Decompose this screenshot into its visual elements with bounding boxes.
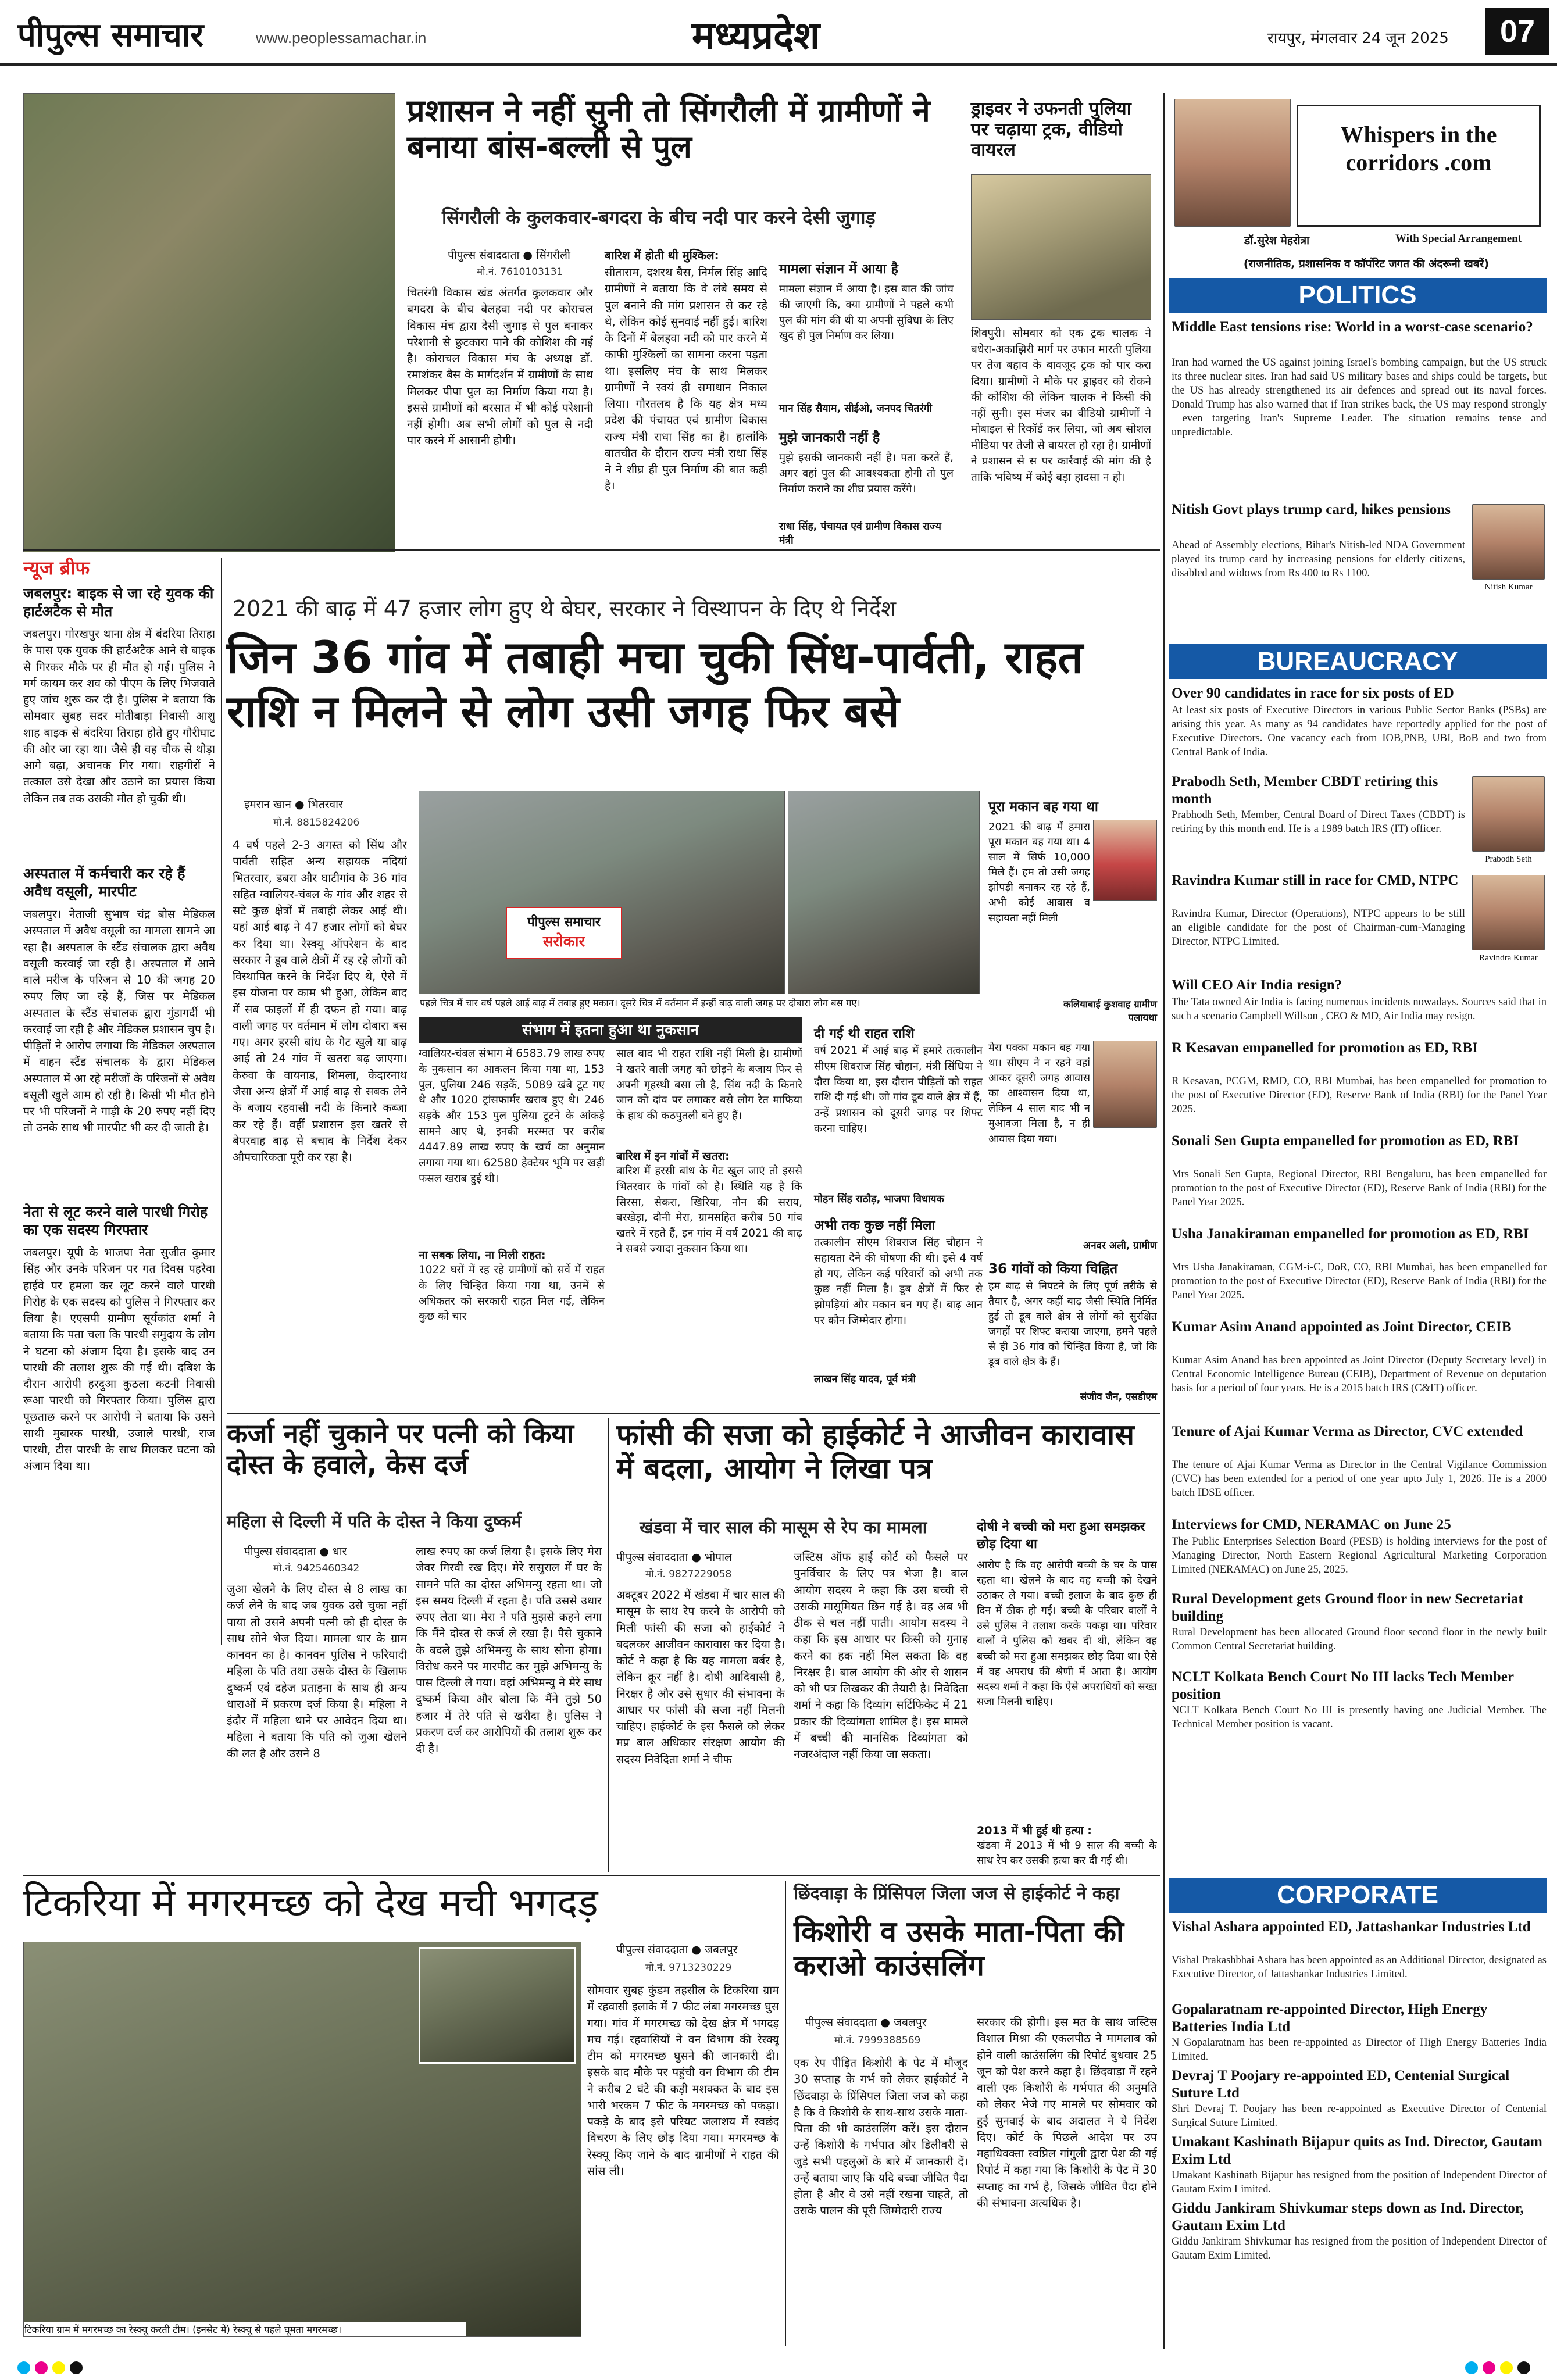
- flood-mobile: मो.नं. 8815824206: [273, 817, 360, 828]
- sarokar-logo: पीपुल्स समाचार: [527, 915, 601, 930]
- corporate-item-body: N Gopalaratnam has been re-appointed as Director of High Energy Batteries India Limited.: [1172, 2037, 1547, 2063]
- right-panel-divider: [1163, 93, 1165, 2349]
- newsbrief-item-body: जबलपुर। यूपी के भाजपा नेता सुजीत कुमार सिंह और उनके परिजन पर गत दिवस पहरेवा हाईवे पर हमला कर लूट करने वाले पारधी गिरोह के एक सदस्य को पुलिस ने गिरफ्तार कर लिया है। एएसपी ग्रामीण सूर्यकांत शर्मा ने बताया कि पता चला कि पारधी समुदाय के लोग ने घटना को अंजाम दिया है। इसके बाद उन पारधी की तलाश शुरू की गई थी। दबिश के दौरान आरोपी हरदुआ कुठला कटनी निवासी रूआ पारधी को गिरफ्तार किया। पुलिस द्वारा पूछताछ करने पर आरोपी ने बताया कि उसने साथी मुबारक पारधी, उजाले पारधी, राज पारधी, टीस पारधी के साथ मिलकर घटना को अंजाम दिया था।: [23, 1246, 215, 1473]
- flood-q2: मेरा पक्का मकान बह गया था। सीएम ने न रहने वहां आकर दूसरी जगह आवास का आश्वासन दिया था, लेकिन 4 साल बाद भी न मुआवजा मिला है, न ही आवास दिया गया।: [988, 1042, 1090, 1145]
- court-headline: फांसी की सजा को हाईकोर्ट ने आजीवन कारावास में बदला, आयोग ने लिखा पत्र: [616, 1418, 1134, 1485]
- flood-col3: वर्ष 2021 में आई बाढ़ में हमारे तत्कालीन सीएम शिवराज सिंह चौहान, मंत्री सिंधिया ने दौरा किया था, इस दौरान पीड़ितों को राहत राशि दी गई थी। जो गांव डूब वाले क्षेत्र में हैं, उन्हें प्रशासन को दूसरी जगह पर शिफ्ट करना चाहिए।: [814, 1045, 983, 1135]
- flood-box-col1: ग्वालियर-चंबल संभाग में 6583.79 लाख रुपए के नुकसान का आकलन किया गया था, 153 पुल, पुलिया 246 सड़कें, 5089 खंबे टूट गए थे और 1020 ट्रांसफार्मर खराब हुए थे। 246 सड़कें और 153 पुल पुलिया टूटने के आंकड़े सामने आए थे, इनकी मरम्मत पर करीब 4447.89 लाख रुपए के खर्च का अनुमान लगाया गया था। 62580 हेक्टेयर भूमि पर खड़ी फसल खराब हुई थी।: [419, 1048, 605, 1185]
- corporate-item-body: Giddu Jankiram Shivkumar has resigned from the position of Independent Director of Gautam Exim Limited.: [1172, 2236, 1547, 2262]
- politics-item-head: Middle East tensions rise: World in a worst-case scenario?: [1172, 319, 1533, 335]
- flood-q2-attr: अनवर अली, ग्रामीण: [1083, 1240, 1157, 1252]
- dowry-col1: जुआ खेलने के लिए दोस्त से 8 लाख का कर्ज लेने के बाद जब युवक उसे चुका नहीं पाया तो उसने अपनी पत्नी को ही दोस्त के साथ सोने भेज दिया। मामला धार के ग्राम कानवन का है। कानवन पुलिस ने फरियादी महिला के पति तथा उसके दोस्त के खिलाफ दुष्कर्म एवं दहेज प्रताड़ना के साथ ही अन्य धाराओं में प्रकरण दर्ज किया है। महिला ने इंदौर में महिला थाने पर आवेदन दिया था। महिला ने बताया कि पति को जुआ खेलने की लत है और उसने 8: [227, 1582, 407, 1760]
- court-q2: खंडवा में 2013 में भी 9 साल की बच्ची के साथ रेप कर उसकी हत्या कर दी गई थी।: [977, 1839, 1157, 1867]
- flood-q3-head: 36 गांवों को किया चिह्नित: [988, 1262, 1118, 1277]
- dowry-byline: पीपुल्स संवाददाता ● धार: [244, 1545, 347, 1558]
- flood-col3-head: दी गई थी राहत राशि: [814, 1026, 915, 1041]
- corporate-item-head: Vishal Ashara appointed ED, Jattashankar Industries Ltd: [1172, 1919, 1531, 1935]
- newsbrief-item-head: जबलपुर: बाइक से जा रहे युवक की हार्टअटैक से मौत: [23, 585, 214, 620]
- dowry-divider: [608, 1418, 609, 1872]
- flood-box-title: संभाग में इतना हुआ था नुकसान: [419, 1017, 802, 1043]
- flood-kicker: 2021 की बाढ़ में 47 हजार लोग हुए थे बेघर, सरकार ने विस्थापन के दिए थे निर्देश: [233, 596, 897, 621]
- truck-headline: ड्राइवर ने उफनती पुलिया पर चढ़ाया ट्रक, वीडियो वायरल: [971, 98, 1131, 161]
- flood-q1: 2021 की बाढ़ में हमारा पूरा मकान बह गया था। 4 साल में सिर्फ 10,000 मिले हैं। हम तो उसी जगह झोपड़ी बनाकर रह रहे हैं, अभी कोई आवास व सहायता नहीं मिली: [988, 821, 1090, 924]
- dowry-col2: लाख रुपए का कर्ज लिया है। इसके लिए मेरा जेवर गिरवी रख दिए। मेरे ससुराल में घर के सामने पति का दोस्त अभिमन्यु रहता था। जो इस समय दिल्ली में रहता है। पति उससे उधार रुपए लेता था। मेरा ने पति मुझसे कहने लगा कि मैंने दोस्त से कर्ज ले रखा है। पैसे चुकाने के बदले तुझे अभिमन्यु के साथ सोना होगा। विरोध करने पर मारपीट कर मुझे अभिमन्यु के पास दिल्ली ले गया। वहां अभिमन्यु ने मेरे साथ दुष्कर्म किया और बोला कि मैंने तुझे 50 हजार में तेरे पति से खरीदा है। पुलिस ने प्रकरण दर्ज कर आरोपियों की तलाश शुरू कर दी है।: [416, 1545, 602, 1756]
- anwar-photo: [1093, 1041, 1157, 1128]
- flood-q1-head: पूरा मकान बह गया था: [988, 799, 1098, 814]
- bureaucracy-item-body: Kumar Asim Anand has been appointed as Joint Director (Deputy Secretary level) in Central Economic Intelligence Bureau (CEIB), Department of Revenue on deputation basis for a period of four years. He is a 2015 batch IRS (C&IT) officer.: [1172, 1355, 1547, 1395]
- counsel-col2: सरकार की होगी। इस मत के साथ जस्टिस विशाल मिश्रा की एकलपीठ ने मामलाब को होने वाली काउंसलिंग की रिपोर्ट बुधवार 25 जून को पेश करने कहा है। छिंदवाड़ा में रहने वाली एक किशोरी के गर्भपात की अनुमति को लेकर भेजे गए मामले पर सोमवार को हुई सुनवाई के बाद अदालत ने ये निर्देश दिए। कोर्ट के पिछले आदेश पर उप महाधिवक्ता स्वप्निल गांगुली द्वारा पेश की गई रिपोर्ट में कहा गया कि किशोरी के पेट में 30 सप्ताह का गर्भ है, जिसके जीवित पैदा होने की संभावना अत्यधिक है।: [977, 2016, 1157, 2210]
- politics-item-body: Iran had warned the US against joining Israel's bombing campaign, but the US struck its three nuclear sites. Iran had said US military bases and ships could be targets, but the US has already strengthened its air defences and spread out its naval forces. Donald Trump has also warned that if Iran strikes back, the US may respond strongly—even targeting Iran's Supreme Leader. The situation remains tense and unpredictable.: [1172, 357, 1547, 439]
- politics-bar: POLITICS: [1169, 278, 1547, 313]
- story1-mobile: मो.नं. 7610103131: [477, 266, 563, 278]
- newsbrief-item-body: जबलपुर। नेताजी सुभाष चंद्र बोस मेडिकल अस्पताल में अवैध वसूली का मामला सामने आ रहा है। अस्पताल के स्टैंड संचालक द्वारा अवैध वसूली करवाई जा रही है। अस्पताल में आने वाले मरीज के परिजन से 10 की जगह 20 रुपए लिए जा रहे हैं, जिस पर मेडिकल अस्पताल के स्टैंड संचालक द्वारा गुंडागर्दी भी करवाई जा रही है और मेडिकल प्रशासन चुप है। पीड़ितों ने आरोप लगाया कि मेडिकल अस्पताल में वाहन स्टैंड संचालक के द्वारा मेडिकल अस्पताल में आ रहे मरीजों के परिजनों से अवैध वसूली खुले आम हो रही है। किसी भी मौत होने पर भी परिजनों ने गाड़ी के 20 रुपए नहीं दिए तो उनके साथ भी मारपीट भी कर दी जाती है।: [23, 907, 215, 1135]
- politics-photo-caption: Nitish Kumar: [1472, 583, 1545, 592]
- whispers-banner: Whispers in the corridors .com: [1297, 105, 1541, 227]
- registration-magenta-dot: [35, 2361, 48, 2374]
- registration-cyan-dot: [1465, 2361, 1478, 2374]
- newsbrief-item-head: नेता से लूट करने वाले पारधी गिरोह का एक सदस्य गिरफ्तार: [23, 1203, 208, 1239]
- bureaucracy-item-body: Rural Development has been allocated Ground floor second floor in the newly built Common Central Secretariat building.: [1172, 1627, 1547, 1653]
- bureaucracy-photo-caption: Ravindra Kumar: [1472, 953, 1545, 963]
- registration-black-dot: [1517, 2361, 1530, 2374]
- newspaper-logo: पीपुल्स समाचार: [17, 16, 204, 54]
- court-q2-head: 2013 में भी हुई थी हत्या :: [977, 1824, 1092, 1837]
- bureaucracy-item-head: Usha Janakiraman empanelled for promotion as ED, RBI: [1172, 1226, 1529, 1242]
- flood-q3: हम बाढ़ से निपटने के लिए पूर्ण तरीके से तैयार है, अगर कहीं बाढ़ जैसी स्थिति निर्मित हुई तो डूब वाले क्षेत्र से लोगों को सुरक्षित जगहों पर शिफ्ट कराया जाएगा, हमने पहले से ही 36 गांव को चिन्हित किया है, जो कि डूब वाले क्षेत्र के हैं।: [988, 1280, 1157, 1368]
- bureaucracy-item-head: Over 90 candidates in race for six posts of ED: [1172, 685, 1454, 701]
- registration-magenta-dot: [1483, 2361, 1495, 2374]
- bureaucracy-item-body: The Public Enterprises Selection Board (PESB) is holding interviews for the post of Managing Director, North Eastern Regional Agricultural Marketing Corporation Limited (NERAMAC) on June 25, 2025.: [1172, 1536, 1547, 1576]
- corporate-item-body: Shri Devraj T. Poojary has been re-appointed as Executive Director of Centenial Surgical Suture Limited.: [1172, 2103, 1547, 2129]
- politics-item-body: Ahead of Assembly elections, Bihar's Nitish-led NDA Government played its trump card by increasing pensions for elderly citizens, disabled and widows from Rs 400 to Rs 1100.: [1172, 539, 1465, 580]
- bureaucracy-item-head: NCLT Kolkata Bench Court No III lacks Tech Member position: [1172, 1669, 1514, 1702]
- story1-headline: प्रशासन ने नहीं सुनी तो सिंगरौली में ग्रामीणों ने बनाया बांस-बल्ली से पुल: [407, 92, 930, 166]
- court-mobile: मो.नं. 9827229058: [645, 1568, 732, 1580]
- counsel-col1: एक रेप पीड़ित किशोरी के पेट में मौजूद 30 सप्ताह के गर्भ को लेकर हाईकोर्ट ने छिंदवाड़ा के प्रिंसिपल जिला जज को कहा है कि वे किशोरी के साथ-साथ उसके माता-पिता की भी काउंसलिंग करें। इस दौरान उन्हें किशोरी के गर्भपात और डिलीवरी से जुड़े सभी पहलुओं के बारे में जानकारी दें। उन्हें बताया जाए कि यदि बच्चा जीवित पैदा होता है और वे उसे नहीं रखना चाहते, तो उसके पालन की पूरी जिम्मेदारी राज्य: [794, 2056, 968, 2218]
- counsel-mobile: मो.नं. 7999388569: [834, 2035, 921, 2046]
- counsel-kicker: छिंदवाड़ा के प्रिंसिपल जिला जज से हाईकोर्ट ने कहा: [794, 1884, 1120, 1904]
- court-subhead: खंडवा में चार साल की मासूम से रेप का मामला: [640, 1517, 927, 1537]
- story1-q2-head: मुझे जानकारी नहीं है: [779, 430, 880, 445]
- registration-yellow-dot: [1500, 2361, 1513, 2374]
- dowry-headline: कर्जा नहीं चुकाने पर पत्नी को किया दोस्त के हवाले, केस दर्ज: [227, 1418, 574, 1480]
- bureaucracy-item-body: Ravindra Kumar, Director (Operations), NTPC appears to be still an eligible candidate for the post of Chairman-cum-Managing Director, NTPC Limited.: [1172, 908, 1465, 948]
- bureaucracy-item-head: Tenure of Ajai Kumar Verma as Director, CVC extended: [1172, 1424, 1523, 1439]
- corporate-item-head: Devraj T Poojary re-appointed ED, Centenial Surgical Suture Ltd: [1172, 2068, 1510, 2101]
- bureaucracy-item-body: Mrs Usha Janakiraman, CGM-i-C, DoR, CO, RBI Mumbai, has been empanelled for promotion to the post of Executive Director (ED), Reserve Bank of India (RBI) for the Panel Year 2025.: [1172, 1262, 1547, 1302]
- bureaucracy-item-body: R Kesavan, PCGM, RMD, CO, RBI Mumbai, has been empanelled for promotion to the post of Executive Director (ED), Reserve Bank of India (RBI) for the Panel Year 2025.: [1172, 1075, 1547, 1116]
- court-col2: जस्टिस ऑफ हाई कोर्ट को फैसले पर पुनर्विचार के लिए पत्र भेजा है। बाल आयोग सदस्य ने कहा कि उस बच्ची से उसकी मासूमियत छिन गई है। वह अब भी ठीक से चल नहीं पाती। आयोग सदस्य ने कहा कि इस आधार पर किसी को गुनाह करने का हक नहीं मिल सकता कि वह निरक्षर है। बाल आयोग की ओर से शासन को भी पत्र लिखकर की तैयारी है। निवेदिता शर्मा ने कहा कि दिव्यांग सर्टिफिकेट में 21 प्रकार की दिव्यांगता शामिल है। इस मामले में बच्ची की मानसिक दिव्यांगता को नजरअंदाज नहीं किया जा सकता।: [794, 1550, 968, 1761]
- flood-col1: 4 वर्ष पहले 2-3 अगस्त को सिंध और पार्वती सहित अन्य सहायक नदियां भितरवार, डबरा और घाटीगांव के 36 गांव सहित ग्वालियर-चंबल के गांव और शहर से सटे कुछ क्षेत्रों में तबाही लेकर आई थी। यहां आई बाढ़ ने 47 हजार लोगों को बेघर कर दिया था। रेस्क्यू ऑपरेशन के बाद सरकार ने डूब वाले क्षेत्रों में रह रहे लोगों को विस्थापित करने के निर्देश दिए थे, ऐसे में इस योजना पर काम भी हुआ, लेकिन बाद में सब फाइलों में ही दफन हो गया। बाढ़ वाली जगह पर वर्तमान में लोग दोबारा बस गए। अगर हरसी बांध के गेट खुले या बाढ़ आई तो 24 गांव में खतरा बढ़ जाएगा। केरुवा के वायनाड, शिमला, केदारनाथ जैसा अन्य क्षेत्रों में आई बाढ़ से सबक लेने के बजाय रहवासी नदी के किनारे कब्जा कर रहे हैं। वहीं प्रशासन इस खतरे से बेपरवाह बाढ़ से बचाव के निर्देश देकर औपचारिकता पूरी कर रहा है।: [233, 838, 407, 1164]
- flood-headline: जिन 36 गांव में तबाही मचा चुकी सिंध-पार्वती, राहत राशि न मिलने से लोग उसी जगह फिर बसे: [227, 631, 1083, 737]
- masthead-divider: [0, 63, 1557, 66]
- bureaucracy-item-body: The Tata owned Air India is facing numerous incidents nowadays. Sources said that in such a scenario Campbell Willson , CEO & MD, Air India may resign.: [1172, 996, 1547, 1023]
- story1-subhead: सिंगरौली के कुलकवार-बगदरा के बीच नदी पार करने देसी जुगाड़: [442, 206, 876, 228]
- bureaucracy-item-body: Prabhodh Seth, Member, Central Board of Direct Taxes (CBDT) is retiring by this month end. He is a 1989 batch IRS (IT) officer.: [1172, 809, 1465, 835]
- story1-byline: पीपुल्स संवाददाता ● सिंगरौली: [448, 249, 570, 262]
- flood-col3b-attr: लाखन सिंह यादव, पूर्व मंत्री: [814, 1374, 916, 1385]
- whispers-author: डॉ.सुरेश मेहरोत्रा: [1244, 234, 1310, 247]
- story1-q2: मुझे इसकी जानकारी नहीं है। पता करते हैं, अगर वहां पुल की आवश्यकता होगी तो पुल निर्माण कराने का शीघ्र प्रयास करेंगे।: [779, 452, 954, 495]
- story1-col2: सीताराम, दशरथ बैस, निर्मल सिंह आदि ग्रामीणों ने बताया कि वे लंबे समय से पुल बनाने की मांग प्रशासन से कर रहे थे, लेकिन कोई सुनवाई नहीं हुई। बारिश के दिनों में बेलहवा नदी को पार करने में काफी मुश्किलों का सामना करना पड़ता था। इसलिए मंच के साथ मिलकर ग्रामीणों ने स्वयं ही समाधान निकाल लिया। गौरतलब है कि यह क्षेत्र मध्य प्रदेश की पंचायत एवं ग्रामीण विकास राज्य मंत्री राधा सिंह का है। हालांकि बातचीत के दौरान राज्य मंत्री राधा सिंह ने ने शीघ्र ही पुल निर्माण की बात कही है।: [605, 266, 767, 493]
- flood-q1-attr: कलियाबाई कुशवाह ग्रामीण पलायथा: [1063, 999, 1157, 1023]
- corporate-bar: CORPORATE: [1169, 1878, 1547, 1913]
- dateline: रायपुर, मंगलवार 24 जून 2025: [1267, 30, 1449, 47]
- bureaucracy-item-head: Prabodh Seth, Member CBDT retiring this month: [1172, 774, 1438, 807]
- whispers-tagline: (राजनीतिक, प्रशासनिक व कॉर्पोरेट जगत की अंदरूनी खबरें): [1243, 258, 1490, 270]
- croc-col1: सोमवार सुबह कुंडम तहसील के टिकरिया ग्राम में रहवासी इलाके में 7 फीट लंबा मगरमच्छ घुस गया। गांव में मगरमच्छ को देख क्षेत्र में भगदड़ मच गई। रहवासियों ने वन विभाग की रेस्क्यू टीम को मगरमच्छ घुसने की जानकारी दी। इसके बाद मौके पर पहुंची वन विभाग की टीम ने करीब 2 घंटे की कड़ी मशक्कत के बाद इस भारी भरकम 7 फीट के मगरमच्छ को पकड़ा। पकड़े के बाद इसे परियट जलाशय में स्वछंद विचरण के लिए छोड़ दिया गया। मगरमच्छ के रेस्क्यू किए जाने के बाद ग्रामीणों ने राहत की सांस ली।: [587, 1984, 779, 2178]
- section-title: मध्यप्रदेश: [692, 13, 820, 58]
- story1-col1: चितरंगी विकास खंड अंतर्गत कुलकवार और बगदरा के बीच बेलहवा नदी पर कोराचल विकास मंच द्वारा देसी जुगाड़ से पुल बनाकर परेशानी से छुटकारा पाने की कोशिश की गई है। कोराचल विकास मंच के अध्यक्ष डॉ. रमाशंकर बैस के मार्गदर्शन में ग्रामीणों के साथ मिलकर पीपा पुल का निर्माण किया गया है। इससे ग्रामीणों को बरसात में भी कोई परेशानी नहीं होगी। अब सभी लोगों को पुल से नदी पार करने में आसानी होगी।: [407, 286, 593, 448]
- corporate-item-head: Gopalaratnam re-appointed Director, High Energy Batteries India Ltd: [1172, 2002, 1488, 2035]
- court-q: आरोप है कि वह आरोपी बच्ची के घर के पास रहता था। खेलने के बाद वह बच्ची को देखने उठाकर ले गया। बच्ची इलाज के बाद कुछ ही दिन में ठीक हो गई। बच्ची के परिवार वालों ने उसे पुलिस ने तलाश करके पकड़ा था। परिवार वालों ने पुलिस को खबर दी थी, लेकिन वह बच्ची को मरा हुआ समझकर छोड़ दिया था। ऐसे में वह अपराध की श्रेणी में आता है। आयोग सदस्य शर्मा ने कहा कि ऐसे अपराधियों को सख्त सजा मिलनी चाहिए।: [977, 1559, 1157, 1708]
- registration-yellow-dot: [52, 2361, 65, 2374]
- newsbrief-title: न्यूज ब्रीफ: [23, 557, 90, 579]
- website-url[interactable]: www.peoplessamachar.in: [256, 29, 427, 47]
- bureaucracy-person-photo: [1472, 776, 1545, 852]
- court-byline: पीपुल्स संवाददाता ● भोपाल: [616, 1551, 732, 1564]
- corporate-item-head: Umakant Kashinath Bijapur quits as Ind. Director, Gautam Exim Ltd: [1172, 2134, 1542, 2167]
- story1-q1-attr: मान सिंह सैयाम, सीईओ, जनपद चितरंगी: [779, 403, 933, 414]
- counsel-headline: किशोरी व उसके माता-पिता की कराओ काउंसलिंग: [794, 1915, 1124, 1982]
- croc-divider: [785, 1881, 786, 2346]
- bureaucracy-bar: BUREAUCRACY: [1169, 644, 1547, 679]
- story1-col2-head: बारिश में होती थी मुश्किल:: [605, 248, 719, 262]
- sarokar-label: सरोकार: [542, 933, 585, 950]
- dowry-mobile: मो.नं. 9425460342: [273, 1563, 360, 1574]
- flood-box-col2b: बारिश में हरसी बांध के गेट खुल जाएं तो इससे भितरवार के गांवों को है। स्थिति यह है कि सिरसा, सेकरा, खिरिया, नौन की सराय, बरखेड़ा, दौनी मेरा, ग्रामसहित करीब 50 गांव खतरे में रहते हैं, इन गांव में वर्ष 2021 की बाढ़ ने सबसे ज्यादा नुकसान किया था।: [616, 1165, 802, 1256]
- court-q-head: दोषी ने बच्ची को मरा हुआ समझकर छोड़ दिया था: [977, 1520, 1145, 1552]
- bureaucracy-item-body: At least six posts of Executive Directors in various Public Sector Banks (PSBs) are arising this year. As many as 94 candidates have reportedly applied for the post of Executive Directors. One vacancy each from IOB,PNB, UBI, BoB and two from Central Bank of India.: [1172, 705, 1547, 759]
- newsbrief-divider: [221, 558, 222, 1645]
- truck-photo: [971, 174, 1151, 320]
- bureaucracy-item-head: Sonali Sen Gupta empanelled for promotion as ED, RBI: [1172, 1133, 1519, 1149]
- flood-box-col1-head: ना सबक लिया, ना मिली राहत:: [419, 1249, 546, 1262]
- croc-headline: टिकरिया में मगरमच्छ को देख मची भगदड़: [23, 1880, 598, 1925]
- flood-byline: इमरान खान ● भितरवार: [244, 798, 343, 811]
- bureaucracy-item-head: Ravindra Kumar still in race for CMD, NTPC: [1172, 873, 1459, 888]
- bureaucracy-person-photo: [1472, 875, 1545, 950]
- author-photo: [1174, 99, 1291, 227]
- flood-col3b: तत्कालीन सीएम शिवराज सिंह चौहान ने सहायता देने की घोषणा की थी। इसे 4 वर्ष हो गए, लेकिन कई परिवारों को अभी तक कुछ नहीं मिला है। डूब क्षेत्रों में फिर से झोपड़ियां और मकान बन गए हैं। बाढ़ आन पर कौन जिम्मेदार होगा।: [814, 1237, 983, 1327]
- flood-photo-caption: पहले चित्र में चार वर्ष पहले आई बाढ़ में तबाह हुए मकान। दूसरे चित्र में वर्तमान में इन्हीं बाढ़ वाली जगह पर दोबारा लोग बस गए।: [420, 996, 978, 1009]
- story1-q2-attr: राधा सिंह, पंचायत एवं ग्रामीण विकास राज्य मंत्री: [779, 521, 941, 546]
- flood-box-col1b: 1022 घरों में रह रहे ग्रामीणों को सर्वे में राहत के लिए चिन्हित किया गया था, उनमें से अधिकतर को सरकारी राहत मिल गई, लेकिन कुछ को चार: [419, 1264, 605, 1323]
- bridge-photo: [23, 93, 395, 552]
- flood-col3-head2: अभी तक कुछ नहीं मिला: [814, 1218, 935, 1233]
- bureaucracy-item-body: NCLT Kolkata Bench Court No III is presently having one Judicial Member. The Technical Member position is vacant.: [1172, 1704, 1547, 1731]
- corporate-item-head: Giddu Jankiram Shivkumar steps down as Ind. Director, Gautam Exim Ltd: [1172, 2200, 1524, 2234]
- flood-photo-after: [788, 791, 980, 994]
- bureaucracy-item-head: Rural Development gets Ground floor in new Secretariat building: [1172, 1591, 1523, 1624]
- flood-col3-attr: मोहन सिंह राठौड़, भाजपा विधायक: [814, 1193, 944, 1205]
- page-number: 07: [1485, 8, 1549, 55]
- registration-cyan-dot: [17, 2361, 30, 2374]
- story1-q1: मामला संज्ञान में आया है। इस बात की जांच की जाएगी कि, क्या ग्रामीणों ने पहले कभी पुल की मांग की थी या अपनी सुविधा के लिए खुद ही पुल निर्माण कर लिया।: [779, 283, 954, 342]
- bureaucracy-item-head: R Kesavan empanelled for promotion as ED, RBI: [1172, 1040, 1478, 1056]
- whispers-arrangement: With Special Arrangement: [1395, 233, 1522, 245]
- counsel-byline: पीपुल्स संवाददाता ● जबलपुर: [805, 2016, 927, 2029]
- politics-person-photo: [1472, 504, 1545, 580]
- croc-byline: पीपुल्स संवाददाता ● जबलपुर: [616, 1943, 738, 1956]
- bureaucracy-photo-caption: Prabodh Seth: [1472, 855, 1545, 864]
- flood-box-col2: साल बाद भी राहत राशि नहीं मिली है। ग्रामीणों ने खतरे वाली जगह को छोड़ने के बजाय फिर से अपनी गृहस्थी बसा ली है, सिंध नदी के किनारे जान को दांव पर लगाकर बसे लोग रेत माफिया के हाथ की कठपुतली बने हुए हैं।: [616, 1048, 802, 1123]
- bureaucracy-item-body: The tenure of Ajai Kumar Verma as Director in the Central Vigilance Commission (CVC) has been extended for a period of one year upto July 1, 2026. He is a 2000 batch IDSE officer.: [1172, 1459, 1547, 1499]
- row-divider: [23, 549, 1160, 551]
- bureaucracy-item-head: Interviews for CMD, NERAMAC on June 25: [1172, 1517, 1451, 1532]
- truck-body: शिवपुरी। सोमवार को एक ट्रक चालक ने बधेरा-अकाझिरी मार्ग पर उफान मारती पुलिया पर तेज बहाव के बावजूद ट्रक को पार करा दिया। ग्रामीणों ने मौके पर ड्राइवर को रोकने की कोशिश की लेकिन चालक ने किसी की नहीं सुनी। इस मंजर का वीडियो ग्रामीणों ने मोबाइल से रिकॉर्ड कर लिया, जो अब सोशल मीडिया पर तेजी से वायरल हो रहा है। ग्रामीणों ने प्रशासन से स पर कार्रवाई की मांग की है ताकि भविष्य में कोई बड़ा हादसा न हो।: [971, 327, 1151, 484]
- row-divider-3: [23, 1875, 1160, 1876]
- newsbrief-item-head: अस्पताल में कर्मचारी कर रहे हैं अवैध वसूली, मारपीट: [23, 865, 185, 900]
- flood-box-col2-head: बारिश में इन गांवों में खतरा:: [616, 1150, 730, 1163]
- bureaucracy-item-head: Kumar Asim Anand appointed as Joint Director, CEIB: [1172, 1319, 1512, 1335]
- bureaucracy-item-head: Will CEO Air India resign?: [1172, 977, 1342, 993]
- newsbrief-item-body: जबलपुर। गोरखपुर थाना क्षेत्र में बंदरिया तिराहा के पास एक युवक की हार्टअटैक आने से बाइक से गिरकर मौके पर ही मौत हो गई। पुलिस ने मर्ग कायम कर शव को पीएम के लिए भिजवाते हुए जांच शुरू कर दी है। पुलिस ने बताया कि सोमवार सुबह सदर मोतीबाड़ा निवासी आशु शाह बाइक से बंदरिया तिराहा होते हुए गौरीघाट की ओर जा रहा था। जैसे ही वह चौक से थोड़ा आगे बढ़ा, अचानक गिर गया। राहगीरों ने तत्काल उसे देखा और उठाने का प्रयास किया लेकिन तब तक उसकी मौत हो चुकी थी।: [23, 627, 215, 805]
- croc-inset-photo: [419, 1947, 576, 2064]
- flood-photo-before: [419, 791, 785, 994]
- flood-q3-attr: संजीव जैन, एसडीएम: [1080, 1391, 1157, 1403]
- registration-black-dot: [70, 2361, 83, 2374]
- corporate-item-body: Vishal Prakashbhai Ashara has been appointed as an Additional Director, designated as Executive Director, of Jattashankar Industries Limited.: [1172, 1954, 1547, 1981]
- kaliyabai-photo: [1093, 820, 1157, 901]
- corporate-item-body: Umakant Kashinath Bijapur has resigned from the position of Independent Director of Gautam Exim Limited.: [1172, 2170, 1547, 2196]
- sarokar-badge: [506, 907, 622, 959]
- row-divider-2: [227, 1413, 1160, 1414]
- croc-mobile: मो.नं. 9713230229: [645, 1962, 732, 1974]
- dowry-subhead: महिला से दिल्ली में पति के दोस्त ने किया दुष्कर्म: [227, 1511, 522, 1531]
- court-col1: अक्टूबर 2022 में खंडवा में चार साल की मासूम के साथ रेप करने के आरोपी को मिली फांसी की सजा को हाईकोर्ट ने बदलकर आजीवन कारावास कर दिया है। कोर्ट ने कहा है कि यह मामला बर्बर है, लेकिन क्रूर नहीं है। दोषी आदिवासी है, निरक्षर है और उसे सुधार की संभावना के आधार पर फांसी की सजा नहीं मिलनी चाहिए। हाईकोर्ट के इस फैसले को लेकर मप्र बाल अधिकार संरक्षण आयोग की सदस्य निवेदिता शर्मा ने चीफ: [616, 1588, 785, 1766]
- story1-q1-head: मामला संज्ञान में आया है: [779, 262, 898, 277]
- bureaucracy-item-body: Mrs Sonali Sen Gupta, Regional Director, RBI Bengaluru, has been empanelled for promotion to the post of Executive Director (ED), Reserve Bank of India (RBI) for the Panel Year 2025.: [1172, 1168, 1547, 1209]
- croc-photo-caption: टिकरिया ग्राम में मगरमच्छ का रेस्क्यू करती टीम। (इनसेट में) रेस्क्यू से पहले घूमता मगरमच्छ।: [24, 2322, 466, 2336]
- politics-item-head: Nitish Govt plays trump card, hikes pensions: [1172, 502, 1451, 517]
